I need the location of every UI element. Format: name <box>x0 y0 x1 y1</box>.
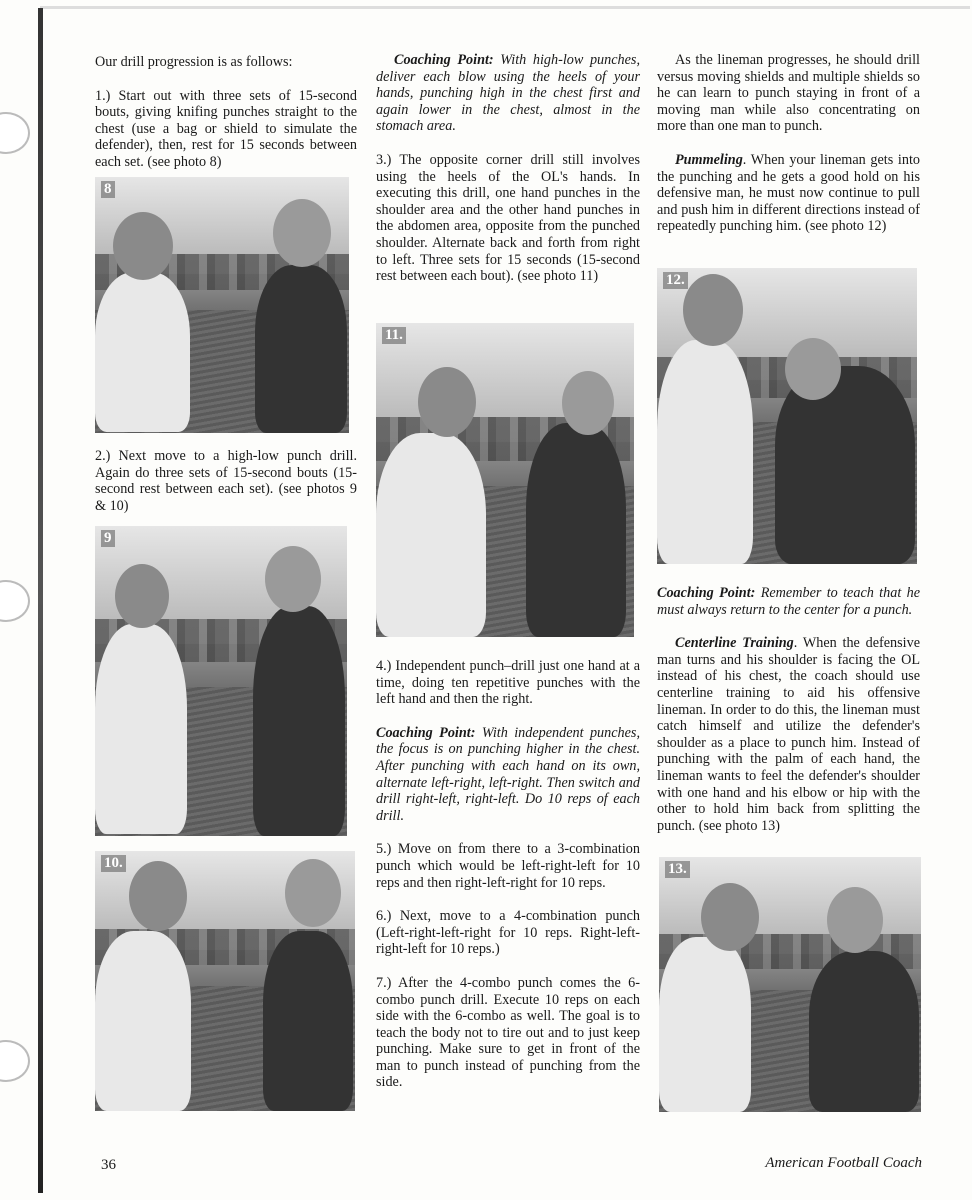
photo-10 <box>95 851 355 1111</box>
coaching-point-text: With high-low punches, deliver each blow using the heels of your hands, punching high in the chest first and again lower in the chest, almost in the stomach area. <box>376 52 640 135</box>
photo-9 <box>95 526 347 836</box>
column-2-top <box>376 52 640 285</box>
photo-number: 11. <box>382 327 406 344</box>
publication-name: American Football Coach <box>765 1155 922 1171</box>
coaching-point-3 <box>657 585 920 618</box>
centerline-heading: Centerline Training <box>675 635 794 652</box>
step-2-text: 2.) Next move to a high-low punch drill. Again do three sets of 15-second bouts (15-second rest between each set). (see photos 9 & 10) <box>95 448 357 514</box>
progression-text: As the lineman progresses, he should drill versus moving shields and multiple shields so he can learn to punch staying in front of a moving man while also concentrating on more than one man to punch. <box>657 52 920 135</box>
intro-text: Our drill progression is as follows: <box>95 54 293 70</box>
coaching-point-label: Coaching Point: <box>657 585 756 601</box>
page-top-edge <box>40 6 970 9</box>
step-3-text: 3.) The opposite corner drill still involves using the heels of the OL's hands. In executing this drill, one hand punches in the shoulder area and the other hand punches in the abdomen area, opposite from the punched shoulder. Alternate back and forth from right to left. Three sets for 15 seconds (15-second rest between each bout). (see photo 11) <box>376 151 640 285</box>
step-6-text: 6.) Next, move to a 4-combination punch (Left-right-left-right for 10 reps. Right-left-right-left for 10 reps.) <box>376 908 640 958</box>
photo-number: 9 <box>101 530 115 547</box>
pummeling-heading: Pummeling <box>675 151 743 168</box>
binder-hole <box>0 112 30 154</box>
photo-number: 13. <box>665 861 690 878</box>
step-4-text: 4.) Independent punch–drill just one hand at a time, doing ten repetitive punches with the left hand and then the right. <box>376 658 640 708</box>
centerline-text: . When the defensive man turns and his shoulder is facing the OL instead of his chest, the coach should use centerline training to aid his offensive lineman. In order to do this, the lineman must catch himself and utilize the defender's shoulder as a place to punch him. Instead of punching with the palm of each hand, the lineman wants to feel the defender's shoulder with one hand and his elbow or hip with the other to hold him back from splitting the punch. (see photo 13) <box>657 635 920 834</box>
pummeling-text: . When your lineman gets into the punching and he gets a good hold on his defensive man, he must now continue to pull and push him in different directions instead of repeatedly punching him. (see photo 12) <box>657 151 920 235</box>
coaching-point-label: Coaching Point: <box>376 724 476 741</box>
page-left-edge <box>38 8 43 1193</box>
step-7-text: 7.) After the 4-combo punch comes the 6-combo punch drill. Execute 10 reps on each side with the 6-combo as well. The goal is to teach the body not to tire out and to just keep punching. Make sure to get in front of the man to punch instead of punching from the side. <box>376 974 640 1091</box>
coaching-point-2 <box>376 725 640 825</box>
step-5-text: 5.) Move on from there to a 3-combination punch which would be left-right-left for 10 reps and then right-left-right for 10 reps. <box>376 841 640 891</box>
coaching-point-text: With independent punches, the focus is on punching higher in the chest. After punching with each hand on its own, alternate left-right, left-right. Then switch and drill right-left, right-left. Do 10 reps of each drill. <box>376 724 640 824</box>
column-2-bottom <box>376 658 640 1091</box>
binder-hole <box>0 580 30 622</box>
pummeling-paragraph <box>657 152 920 235</box>
coaching-point-text: Remember to teach that he must always return to the center for a punch. <box>657 585 920 618</box>
photo-number: 12. <box>663 272 688 289</box>
photo-8 <box>95 177 349 433</box>
photo-number: 8 <box>101 181 115 198</box>
photo-11 <box>376 323 634 637</box>
column-1-mid <box>95 448 357 514</box>
photo-number: 10. <box>101 855 126 872</box>
column-1-top <box>95 54 357 171</box>
binder-hole <box>0 1040 30 1082</box>
column-3-top <box>657 52 920 235</box>
photo-12 <box>657 268 917 564</box>
column-3-bottom <box>657 585 920 834</box>
photo-13 <box>659 857 921 1112</box>
page-number: 36 <box>101 1157 116 1173</box>
centerline-paragraph <box>657 635 920 834</box>
step-1-text: 1.) Start out with three sets of 15-second bouts, giving knifing punches straight to the chest (use a bag or shield to simulate the defender), then, rest for 15 seconds between each set. (see photo 8) <box>95 87 357 170</box>
coaching-point-1 <box>376 52 640 135</box>
coaching-point-label: Coaching Point: <box>394 52 494 68</box>
